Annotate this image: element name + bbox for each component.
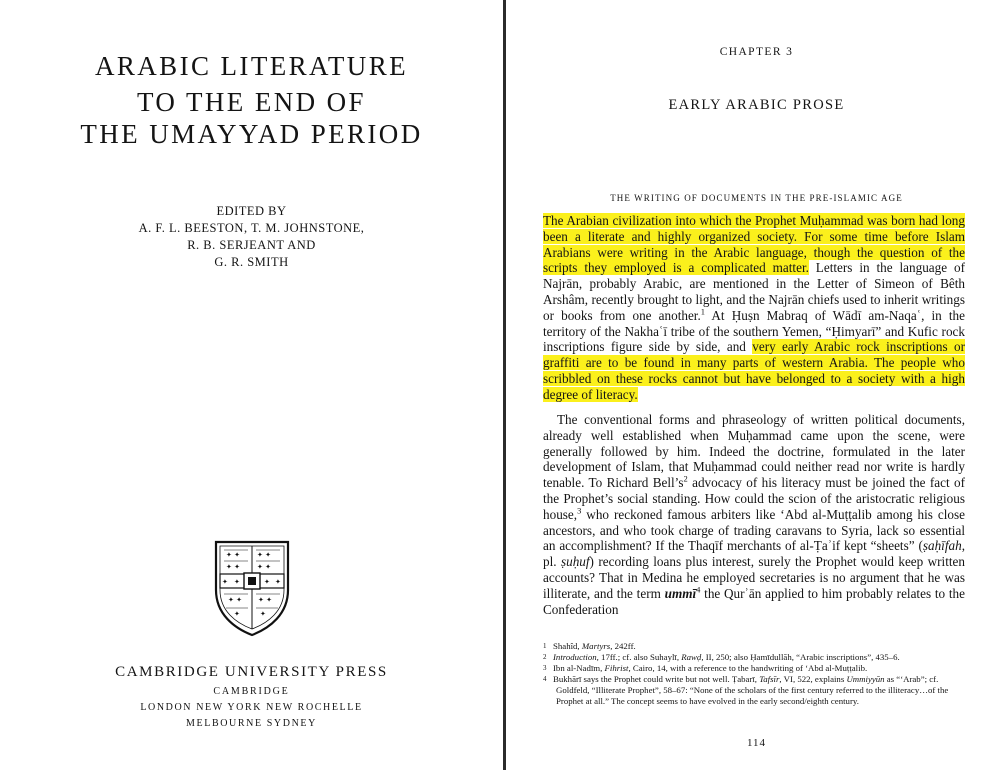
footnote-item: 1 Shahîd, Martyrs, 242ff. — [543, 641, 636, 651]
svg-text:✦ ✦: ✦ ✦ — [226, 563, 240, 571]
svg-text:✦ ✦: ✦ ✦ — [226, 551, 240, 559]
paragraph-1-text: Letters in the language of Najrān, probably Arabic, are mentioned in the Letter of Simeon of Bêth Arshâm, recently brought to light, and the Najrān chiefs used to inherit writings or books from one another. — [543, 260, 965, 323]
footnote-ref-4: 4 — [696, 584, 701, 595]
paragraph-2-text-cont: , pl. — [543, 538, 965, 570]
svg-text:✦: ✦ — [275, 578, 281, 586]
svg-text:✦ ✦: ✦ ✦ — [257, 563, 271, 571]
paragraph-1-text-cont: At Ḥuṣn Mabraq of Wādī am-Naqaʿ, in the territory of the Nakhaʿī tribe of the southern Yemen, “Ḥimyarī” and Kufic rock inscriptions figure side by side, and — [543, 307, 965, 355]
chapter-label: CHAPTER 3 — [719, 46, 794, 58]
publisher-cities-line-1: LONDON NEW YORK NEW ROCHELLE — [140, 702, 363, 713]
paragraph-2-text: The conventional forms and phraseology of written political documents, already well established when Muḥammad came upon the scene, were generally followed by him. Indeed the doctrine, formulated in the later development of Islam, that Muḥammad could neither read nor write is hardly tenable. To Richard Bell’s — [543, 412, 965, 491]
paragraph-2-text-cont: advocacy of his literacy must be joined the fact of the Prophet’s social standing. How could the scion of the aristocratic religious house, — [543, 475, 965, 522]
title-page — [0, 0, 503, 770]
svg-text:✦: ✦ — [260, 610, 266, 618]
footnote-item: 2 Introduction, 17ff.; cf. also Suhaylī, Rawḍ, II, 250; also Ḥamīdullāh, “Arabic inscriptions”, 435–6. — [543, 652, 900, 662]
editors-line-1: A. F. L. BEESTON, T. M. JOHNSTONE, — [138, 221, 365, 235]
paragraph-2 — [543, 412, 965, 617]
book-title-line-1: ARABIC LITERATURE — [94, 51, 409, 81]
svg-text:✦: ✦ — [264, 578, 270, 586]
footnote-item: 3 Ibn al-Nadīm, Fihrist, Cairo, 14, with a reference to the handwriting of ‘Abd al-Muṭṭalib. — [543, 663, 868, 673]
publisher-cities-line-2: MELBOURNE SYDNEY — [186, 718, 317, 729]
book-title-line-2: TO THE END OF — [137, 87, 366, 117]
paragraph-2-text-cont: the Qurʾān applied to him probably relates to the Confederation — [543, 585, 965, 617]
chapter-title: EARLY ARABIC PROSE — [668, 97, 845, 113]
section-heading: THE WRITING OF DOCUMENTS IN THE PRE-ISLAMIC AGE — [610, 193, 903, 203]
svg-text:✦ ✦: ✦ ✦ — [258, 596, 272, 604]
highlighted-passage-2: very early Arabic rock inscriptions or graffiti are to be found in many parts of western Arabia. The people who scribbled on these rocks cannot but have belonged to a society with a high degree of literacy. — [543, 339, 965, 402]
paragraph-2-text-cont: ) recording loans plus interest, surely the Prophet would keep written accounts? That in Medina he employed secretaries is no argument that he was illiterate, and the term — [543, 554, 965, 601]
edited-by-label: EDITED BY — [216, 204, 287, 218]
editors-line-2: R. B. SERJEANT AND — [187, 238, 316, 252]
footnote-ref-1: 1 — [700, 306, 706, 317]
footnote-item: 4 Bukhārī says the Prophet could write but not well. Ṭabarī, Tafsīr, VI, 522, explains Ummiyyūn as “‘Arab”; cf. Goldfeld, “Illiterate Prophet”, 58–67: “None of the scholars of the first century referred to the illiteracy…of the Prophet at all.” The concept seems to have evolved in the early second/eighth century. — [543, 674, 949, 706]
svg-text:✦: ✦ — [222, 578, 228, 586]
chapter-page — [506, 0, 1007, 770]
book-title-line-3: THE UMAYYAD PERIOD — [80, 119, 423, 149]
publisher-city: CAMBRIDGE — [213, 686, 290, 697]
footnotes — [543, 641, 965, 707]
footnote-ref-3: 3 — [577, 505, 582, 516]
highlighted-passage-1: The Arabian civilization into which the Prophet Muḥammad was born had long been a literate and highly organized society. For some time before Islam Arabians were writing in the Arabic language, though the question of the scripts they employed is a complicated matter. — [543, 213, 965, 276]
svg-text:✦ ✦: ✦ ✦ — [257, 551, 271, 559]
svg-text:✦: ✦ — [234, 610, 240, 618]
publisher-name: CAMBRIDGE UNIVERSITY PRESS — [115, 664, 388, 680]
page-number: 114 — [746, 737, 767, 749]
editors-line-3: G. R. SMITH — [214, 255, 289, 269]
term-sahifah: ṣaḥīfah — [922, 538, 962, 554]
term-ummi: ummī — [664, 585, 697, 601]
paragraph-1 — [543, 213, 965, 403]
svg-text:✦: ✦ — [234, 578, 240, 586]
cambridge-shield-logo — [212, 540, 292, 637]
footnote-ref-2: 2 — [683, 473, 688, 484]
paragraph-2-text-cont: who reckoned famous arbiters like ‘Abd al-Muṭṭalib among his close ancestors, and who took charge of trading caravans to Syria, lack so essential an accomplishment? If the Thaqīf merchants of al-Ṭaʾif kept “sheets” ( — [543, 506, 965, 554]
term-suhuf: ṣuḥuf — [560, 554, 590, 570]
svg-text:✦ ✦: ✦ ✦ — [228, 596, 242, 604]
